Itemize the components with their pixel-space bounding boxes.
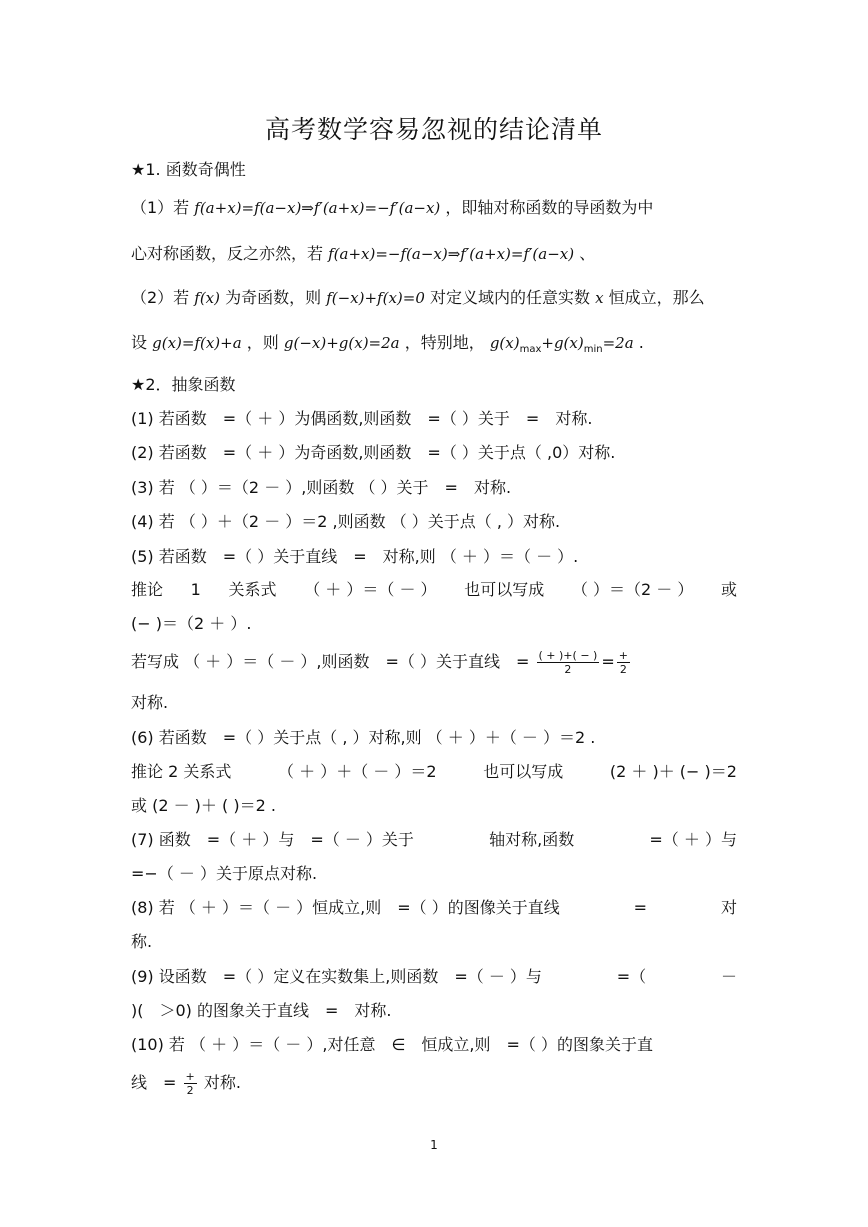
page-number: 1 [430,1138,438,1152]
item-2: (2) 若函数 =（ ＋ ）为奇函数,则函数 =（ ）关于点（ ,0）对称. [131,443,616,462]
item-9 [131,966,737,988]
fraction-numerator: + [185,1070,195,1083]
item-8 [131,897,737,919]
formula: g(x)=f(x)+a [152,334,242,352]
section-1-heading: ★1. 函数奇偶性 [131,160,246,179]
sec1-paragraph-3 [131,287,705,309]
text: 为奇函数，则 [225,288,322,307]
word: (2 ＋ )＋ (− )＝2 [609,762,737,781]
fraction-denominator: 2 [564,663,572,676]
text: 线 = [131,1073,177,1092]
formula: f(x) [194,289,220,307]
word: = [633,898,648,917]
word: 也可以写成 [464,580,545,599]
word: 推论 [131,580,164,599]
word: =（ ＋ ）与 [649,830,737,849]
item-8-line-2: 称. [131,932,153,951]
text: . [638,333,644,352]
item-6: (6) 若函数 =（ ）关于点（ , ）对称,则 （ ＋ ）＋（ － ）＝2 . [131,728,596,747]
word: (7) 函数 =（ ＋ ）与 =（ － ）关于 [131,830,414,849]
sec1-paragraph-1 [131,197,653,219]
fraction-numerator: ( + )+( − ) [538,649,598,662]
fraction [184,1070,197,1097]
formula: =2a [602,334,634,352]
word: 推论 2 关系式 [131,762,232,781]
word: =（ [616,967,647,986]
text: ，即轴对称函数的导函数为中 [445,198,654,217]
corollary-2-line-2: 或 (2 － )＋ ( )＝2 . [131,796,276,815]
fraction [537,649,600,676]
word: 也可以写成 [483,762,564,781]
equals: = [601,652,615,671]
text: ，特别地， [404,333,485,352]
sec1-paragraph-4 [131,332,644,361]
word: － [720,967,737,986]
word: (9) 设函数 =（ ）定义在实数集上,则函数 =（ － ）与 [131,967,542,986]
item-10 [131,1034,737,1056]
fraction-denominator: 2 [186,1084,194,1097]
item-4: (4) 若 （ ）＋（2 － ）＝2 ,则函数 （ ）关于点（ , ）对称. [131,512,561,531]
subscript: min [583,344,603,355]
text: 、 [579,244,596,263]
word: 或 [720,580,737,599]
formula: f(a+x)=f(a−x)⇒f′(a+x)=−f′(a−x) [194,199,441,217]
fraction-numerator: + [618,649,628,662]
text: 恒成立，那么 [608,288,705,307]
text: 设 [131,333,148,352]
formula: g(x) [489,334,520,352]
text: 若写成 （ ＋ ）＝（ － ）,则函数 =（ ）关于直线 = [131,652,530,671]
word: （ ）＝（2 － ） [571,580,694,599]
word: 关系式 [228,580,277,599]
formula: f(a+x)=−f(a−x)⇒f′(a+x)=f′(a−x) [328,245,575,263]
fraction-denominator: 2 [619,663,627,676]
item-3: (3) 若 （ ）＝（2 － ）,则函数 （ ）关于 = 对称. [131,478,512,497]
word: (8) 若 （ ＋ ）＝（ － ）恒成立,则 =（ ）的图像关于直线 [131,898,560,917]
text: 心对称函数，反之亦然，若 [131,244,324,263]
formula: f(−x)+f(x)=0 [326,289,425,307]
item-9-line-2: )( ＞0) 的图象关于直线 = 对称. [131,1001,392,1020]
text: （1）若 [131,198,190,217]
sec1-paragraph-2 [131,243,595,265]
rewrite-line [131,649,632,676]
item-5: (5) 若函数 =（ ）关于直线 = 对称,则 （ ＋ ）＝（ － ）. [131,547,579,566]
page-title: 高考数学容易忽视的结论清单 [264,115,603,144]
text: ，则 [246,333,279,352]
text: 对称. [203,1073,241,1092]
corollary-1 [131,579,737,601]
word: (10) 若 （ ＋ ）＝（ － ）,对任意 ∈ 恒成立,则 =（ ）的图象关于直 [131,1035,653,1054]
word: 1 [190,580,201,599]
item-1: (1) 若函数 =（ ＋ ）为偶函数,则函数 =（ ）关于 = 对称. [131,409,593,428]
formula: x [595,289,604,307]
formula: g(−x)+g(x)=2a [283,334,400,352]
fraction [617,649,630,676]
text: 对定义域内的任意实数 [429,288,590,307]
item-7-line-2: =−（ － ）关于原点对称. [131,864,318,883]
subscript: max [519,344,542,355]
corollary-1-line-2: (− )＝（2 ＋ ）. [131,614,252,633]
rewrite-line-2: 对称. [131,693,169,712]
section-2-heading: ★2．抽象函数 [131,375,236,394]
item-10-line-2 [131,1070,241,1097]
word: （ ＋ ）＝（ － ） [304,580,437,599]
item-7 [131,829,737,851]
formula: +g(x) [541,334,584,352]
corollary-2 [131,761,737,783]
word: （ ＋ ）＋（ － ）＝2 [278,762,437,781]
word: 对 [720,898,737,917]
text: （2）若 [131,288,190,307]
word: 轴对称,函数 [489,830,575,849]
